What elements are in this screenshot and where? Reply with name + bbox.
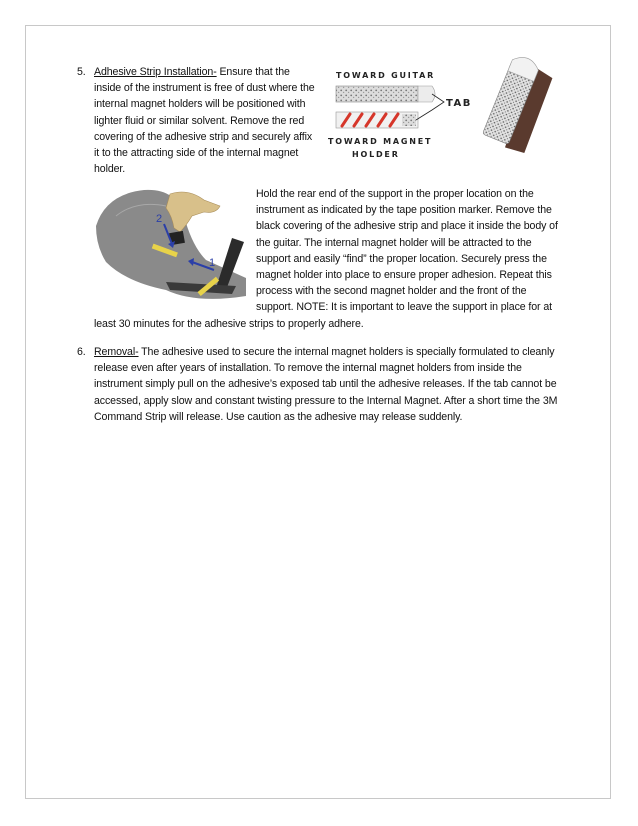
label-toward-guitar: Toward Guitar	[336, 71, 436, 80]
magnet-holder-image	[482, 56, 548, 152]
removal-body: The adhesive used to secure the internal magnet holders is specially formulated to cleanly release even after years of installation. To remove the internal magnet holders from inside the instrument simply pull on the adhesive’s exposed tab until the adhesive releases. If the tab cannot be accessed, apply slow and constant twisting pressure to the Internal Magnet. After a short time the 3M Command Strip will release. Use caution as the adhesive may release suddenly.	[94, 346, 558, 423]
adhesive-installation-paragraph	[94, 64, 316, 177]
label-holder: holder	[352, 150, 400, 159]
label-tab: Tab	[446, 98, 472, 109]
list-number-6: 6.	[77, 346, 86, 358]
step-label-2: 2	[156, 213, 163, 225]
step-label-1: 1	[209, 257, 216, 269]
strip-bottom-red	[336, 112, 418, 128]
removal-paragraph	[94, 344, 568, 425]
strip-top-gray	[336, 86, 435, 102]
hand-illustration	[166, 192, 220, 232]
list-number-5: 5.	[77, 66, 86, 78]
support-placement-continuation: least 30 minutes for the adhesive strips to properly adhere.	[94, 318, 364, 330]
guitar-installation-image	[96, 186, 252, 312]
adhesive-installation-body: Ensure that the inside of the instrument is free of dust where the internal magnet holders will be positioned with lighter fluid or similar solvent. Remove the red covering of the adhesive strip and securely affix it to the attracting side of the internal magnet holder.	[94, 66, 315, 176]
adhesive-installation-heading: Adhesive Strip Installation-	[94, 66, 217, 78]
label-toward-magnet: Toward magnet	[328, 137, 433, 146]
support-placement-paragraph: Hold the rear end of the support in the proper location on the instrument as indicated by the tape position marker. Remove the black covering of the adhesive strip and place it inside the body of the guitar. The internal magnet holder will be attracted to the support and easily “find” the proper location. Securely press the magnet holder into place to ensure proper adhesion. Repeat this process with the second magnet holder and the front of the support. NOTE: It is important to leave the support in place for at	[256, 188, 558, 314]
removal-heading: Removal-	[94, 346, 139, 358]
adhesive-strip-diagram	[320, 64, 472, 164]
